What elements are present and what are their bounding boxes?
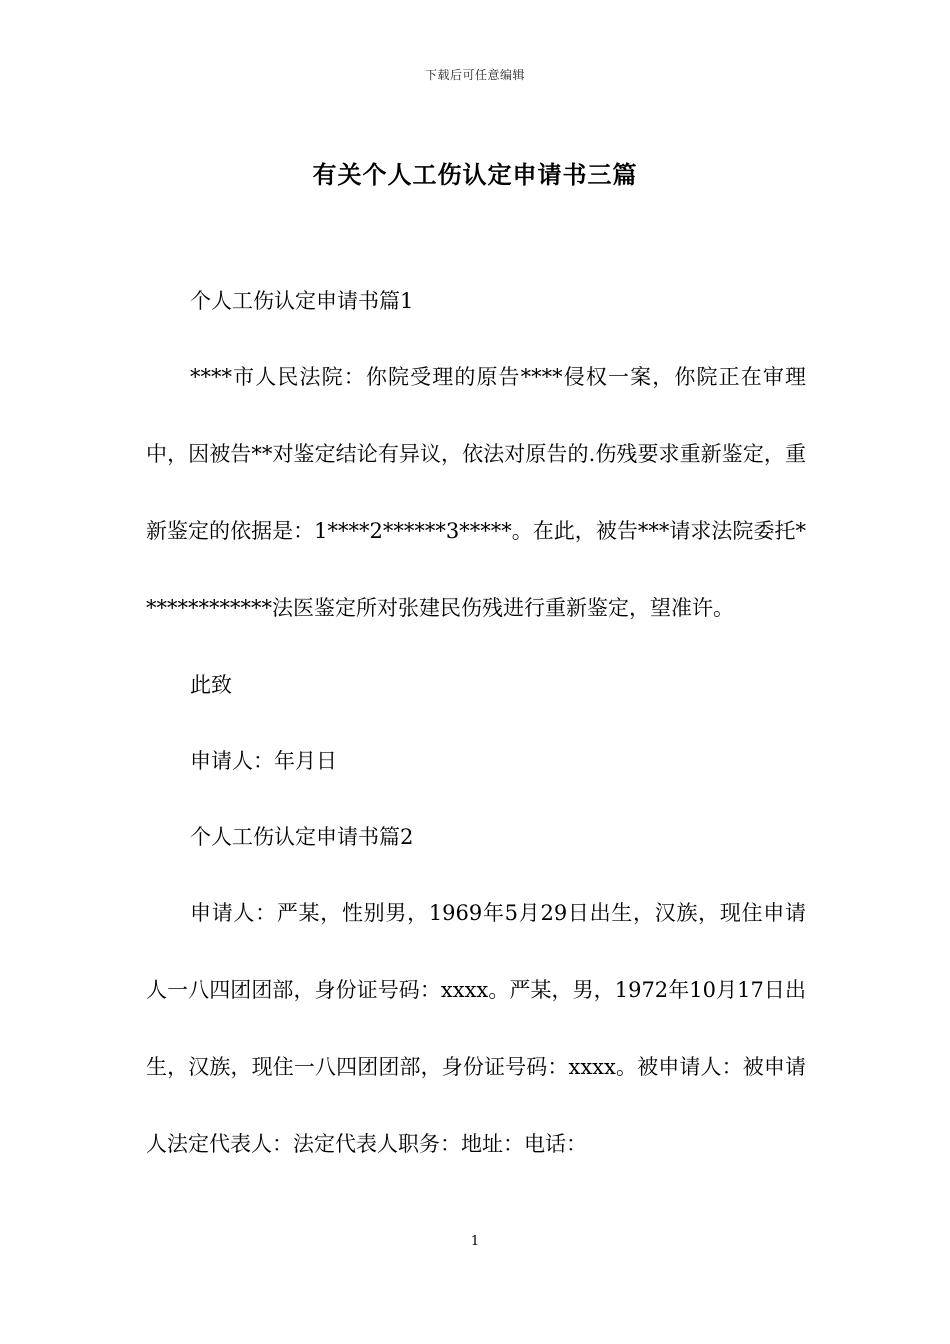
- page-number: 1: [470, 1234, 480, 1249]
- section-heading-2: 个人工伤认定申请书篇2: [190, 825, 414, 849]
- section-heading-1: 个人工伤认定申请书篇1: [190, 289, 414, 313]
- salutation: 此致: [190, 673, 232, 697]
- body-paragraph-2: 申请人：严某，性别男，1969年5月29日出生，汉族，现住申请人一八四团团部，身份证号码：xxxx。严某，男，1972年10月17日出生，汉族，现住一八四团团部，身份证号码：xxxx。被申请人：被申请人法定代表人：法定代表人职务：地址：电话：: [146, 901, 806, 1156]
- signature-line: 申请人：年月日: [190, 749, 337, 773]
- document-body: [146, 282, 806, 1202]
- header-note: 下载后可任意编辑: [424, 68, 525, 82]
- document-title: 有关个人工伤认定申请书三篇: [312, 160, 638, 189]
- body-paragraph-1: ****市人民法院：你院受理的原告****侵权一案，你院正在审理中，因被告**对鉴定结论有异议，依法对原告的.伤残要求重新鉴定，重新鉴定的依据是：1****2******3*****。在此，被告***请求法院委托*************法医鉴定所对张建民伤残进行重新鉴定，望准许。: [146, 365, 806, 620]
